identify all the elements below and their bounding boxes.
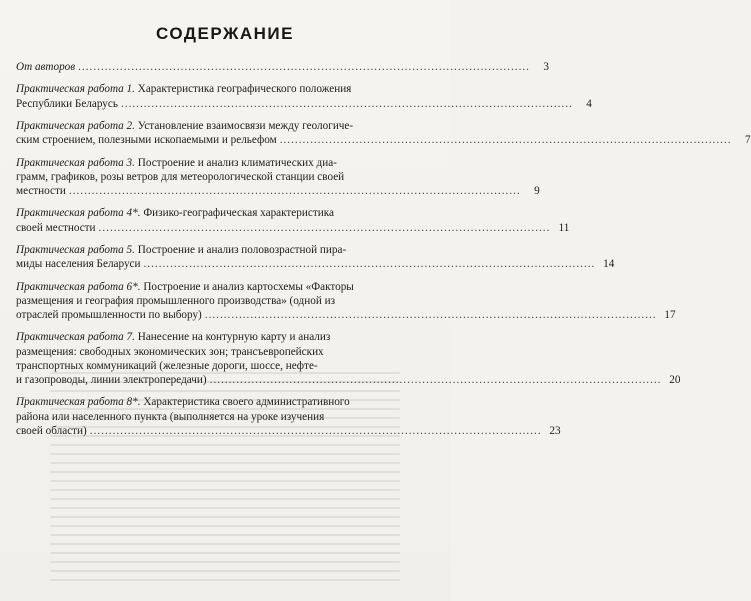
toc-entry-label: Практическая работа 8*. [16, 396, 141, 409]
toc-entry-text: Республики Беларусь [16, 97, 118, 110]
toc-entry-label: От авторов [16, 61, 76, 73]
toc-entry-page: 4 [586, 97, 592, 110]
toc-entry-page: 11 [558, 221, 570, 234]
leader-dots: ....................................................................................................................... [143, 258, 596, 271]
toc-entry-label: Практическая работа 5. [16, 243, 135, 256]
toc-entry-label: Практическая работа 4*. [16, 207, 141, 220]
toc-entry-page: 14 [603, 258, 615, 271]
toc-entry-text: Характеристика географического положения [137, 83, 352, 96]
toc-entry-text: Физико-географическая характеристика [143, 207, 334, 220]
toc-entry-text: своей местности [16, 221, 96, 234]
toc-entry-work-6 [16, 280, 676, 323]
toc-entry-text: грамм, графиков, розы ветров для метеорологической станции своей [16, 170, 345, 183]
toc-entry-text: Построение и анализ климатических диа- [137, 156, 337, 169]
toc-entry-text: размещения и география промышленного производства» (одной из [16, 294, 336, 307]
leader-dots: ....................................................................................................................... [78, 61, 530, 73]
page-title: СОДЕРЖАНИЕ [156, 24, 294, 43]
toc-entry-work-5 [16, 243, 615, 271]
toc-entry-text: Построение и анализ половозрастной пира- [137, 243, 347, 256]
toc-entry-text: ским строением, полезными ископаемыми и рельефом [16, 134, 277, 147]
toc-entry-text: размещения: свободных экономических зон; трансъевропейских [16, 345, 324, 358]
toc-entry-work-3 [16, 156, 540, 199]
toc-entry-text: Характеристика своего административного [143, 396, 350, 409]
toc-entry-label: Практическая работа 7. [16, 331, 135, 344]
toc-entry-text: отраслей промышленности по выбору) [16, 308, 202, 321]
toc-entry-label: Практическая работа 3. [16, 156, 135, 169]
toc-entry-work-4 [16, 206, 570, 234]
toc-entry-text: Установление взаимосвязи между геологиче- [137, 119, 354, 132]
toc-entry-page: 7 [744, 134, 751, 147]
toc-entry-work-1 [16, 82, 592, 110]
toc-entry-page: 20 [669, 373, 681, 386]
toc-entry-work-8 [16, 395, 561, 438]
toc-entry-work-7 [16, 330, 681, 387]
toc-entry-work-2 [16, 119, 751, 147]
toc-entry-text: Построение и анализ картосхемы «Факторы [143, 280, 354, 293]
leader-dots: ....................................................................................................................... [204, 308, 657, 321]
toc-entry-page: 23 [549, 424, 561, 437]
toc-entry-text: своей области) [16, 424, 87, 437]
toc-entry-text: местности [16, 184, 66, 197]
leader-dots: ....................................................................................................................... [209, 373, 662, 386]
toc-entry-page: 3 [543, 61, 549, 73]
toc-entry-text: и газопроводы, линии электропередачи) [16, 373, 207, 386]
toc-entry-label: Практическая работа 6*. [16, 280, 141, 293]
toc-entry-text: транспортных коммуникаций (железные дороги, шоссе, нефте- [16, 359, 318, 372]
toc-entry-label: Практическая работа 1. [16, 83, 135, 96]
leader-dots: ....................................................................................................................... [279, 134, 732, 147]
toc-entry-text: Нанесение на контурную карту и анализ [137, 331, 331, 344]
leader-dots: ....................................................................................................................... [120, 97, 573, 110]
toc-entry-authors [16, 60, 549, 74]
leader-dots: ....................................................................................................................... [68, 184, 521, 197]
toc-entry-text: миды населения Беларуси [16, 258, 141, 271]
toc-entry-page: 17 [664, 308, 676, 321]
leader-dots: ....................................................................................................................... [89, 424, 542, 437]
toc-entry-text: района или населенного пункта (выполняется на уроке изучения [16, 410, 325, 423]
table-of-contents [16, 60, 751, 446]
toc-entry-page: 9 [534, 184, 540, 197]
leader-dots: ....................................................................................................................... [98, 221, 551, 234]
toc-entry-label: Практическая работа 2. [16, 119, 135, 132]
